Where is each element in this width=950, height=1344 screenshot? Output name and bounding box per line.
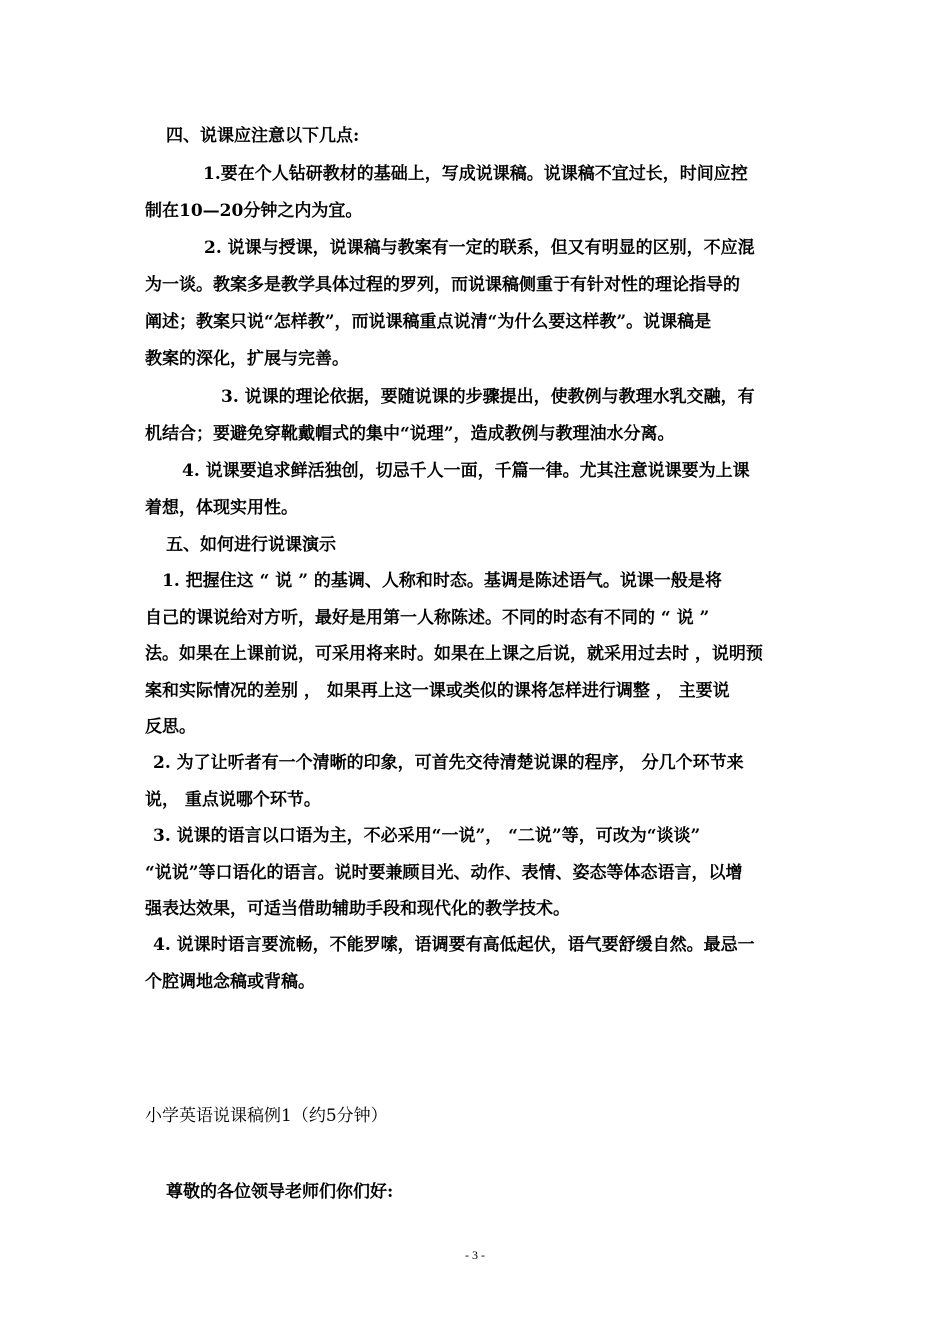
text-line: 个腔调地念稿或背稿。 xyxy=(145,972,315,992)
text-line: 案和实际情况的差别 ， 如果再上这一课或类似的课将怎样进行调整 ， 主要说 xyxy=(145,681,730,701)
text-line: 说， 重点说哪个环节。 xyxy=(145,790,321,810)
text-line: 2. 说课与授课，说课稿与教案有一定的联系，但又有明显的区别，不应混 xyxy=(204,238,755,258)
text-line: 1.要在个人钻研教材的基础上，写成说课稿。说课稿不宜过长，时间应控 xyxy=(203,164,748,184)
page-number: - 3 - xyxy=(465,1248,485,1262)
text-line: 自己的课说给对方听，最好是用第一人称陈述。不同的时态有不同的 “ 说 ” xyxy=(145,608,710,628)
text-line: 3. 说课的语言以口语为主，不必采用“一说”， “二说”等，可改为“谈谈” xyxy=(153,826,701,846)
text-line: 着想，体现实用性。 xyxy=(145,498,298,518)
example-title: 小学英语说课稿例1（约5分钟） xyxy=(145,1106,388,1126)
section-5-heading: 五、如何进行说课演示 xyxy=(166,535,336,555)
text-line: 4. 说课要追求鲜活独创，切忌千人一面，千篇一律。尤其注意说课要为上课 xyxy=(182,461,750,481)
text-line: 2. 为了让听者有一个清晰的印象，可首先交待清楚说课的程序， 分几个环节来 xyxy=(153,753,744,773)
text-line: 3. 说课的理论依据，要随说课的步骤提出，使教例与教理水乳交融，有 xyxy=(221,387,755,407)
text-line: 法。如果在上课前说，可采用将来时。如果在上课之后说，就采用过去时 ，说明预 xyxy=(145,644,763,664)
section-4-heading: 四、说课应注意以下几点: xyxy=(166,126,360,146)
text-line: 阐述；教案只说“怎样教”，而说课稿重点说清“为什么要这样教”。说课稿是 xyxy=(145,312,712,332)
text-line: 为一谈。教案多是教学具体过程的罗列，而说课稿侧重于有针对性的理论指导的 xyxy=(145,275,740,295)
text-line: 4. 说课时语言要流畅，不能罗嗦，语调要有高低起伏，语气要舒缓自然。最忌一 xyxy=(153,935,755,955)
text-line: 制在10—20分钟之内为宜。 xyxy=(145,201,363,221)
text-line: 反思。 xyxy=(145,717,196,737)
example-greeting: 尊敬的各位领导老师们你们好: xyxy=(166,1182,394,1202)
text-line: 机结合；要避免穿靴戴帽式的集中“说理”，造成教例与教理油水分离。 xyxy=(145,424,675,444)
text-line: “说说”等口语化的语言。说时要兼顾目光、动作、表情、姿态等体态语言，以增 xyxy=(145,863,743,883)
text-line: 1. 把握住这 “ 说 ” 的基调、人称和时态。基调是陈述语气。说课一般是将 xyxy=(162,571,722,591)
text-line: 教案的深化，扩展与完善。 xyxy=(145,349,349,369)
text-line: 强表达效果，可适当借助辅助手段和现代化的教学技术。 xyxy=(145,899,570,919)
